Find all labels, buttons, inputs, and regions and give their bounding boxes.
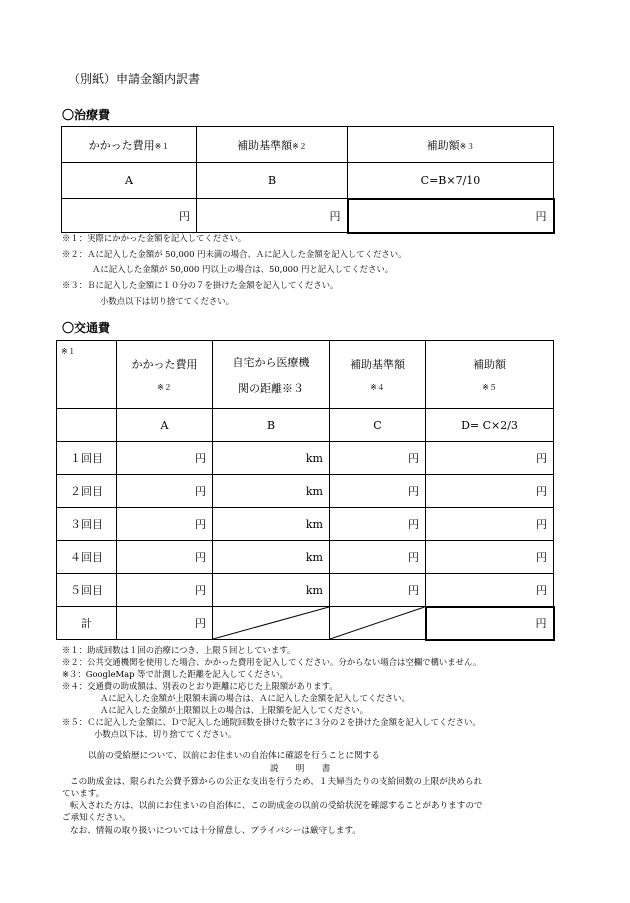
standard-field[interactable]: 円	[330, 442, 426, 475]
treatment-header-cost: かかった費用※１	[62, 127, 197, 163]
explanation-paragraph: なお、情報の取り扱いについては十分留意し、プライバシーは厳守します。	[70, 826, 361, 836]
treatment-code-b: B	[197, 163, 348, 199]
transport-note: Ａに記入した金額が上限額以上の場合は、上限額を記入してください。	[100, 705, 368, 715]
transport-code-blank	[57, 409, 117, 442]
transport-header-standard: 補助基準額 ※４	[330, 341, 426, 409]
transport-header-subsidy: 補助額 ※５	[426, 341, 554, 409]
transport-heading: 〇交通費	[62, 321, 111, 335]
transport-note: Ａに記入した金額が上限額未満の場合は、Ａに記入した金額を記入してください。	[100, 693, 410, 703]
total-cost-field[interactable]: 円	[117, 607, 213, 640]
treatment-subsidy-field[interactable]: 円	[348, 199, 554, 233]
cost-field[interactable]: 円	[117, 508, 213, 541]
transport-code-c: C	[330, 409, 426, 442]
table-row	[57, 541, 554, 574]
treatment-standard-field[interactable]: 円	[197, 199, 348, 233]
row-label: １回目	[57, 442, 117, 475]
cost-field[interactable]: 円	[117, 574, 213, 607]
distance-field[interactable]: km	[213, 508, 330, 541]
treatment-code-a: A	[62, 163, 197, 199]
standard-field[interactable]: 円	[330, 508, 426, 541]
row-label: ２回目	[57, 475, 117, 508]
transport-table	[56, 340, 555, 641]
row-label: ４回目	[57, 541, 117, 574]
table-row	[57, 475, 554, 508]
total-label: 計	[57, 607, 117, 640]
treatment-note: Ａに記入した金額が 50,000 円以上の場合は、50,000 円と記入してください。	[92, 264, 394, 274]
transport-header-cost: かかった費用 ※２	[117, 341, 213, 409]
table-row	[57, 442, 554, 475]
standard-field[interactable]: 円	[330, 541, 426, 574]
total-standard-slash	[330, 607, 426, 640]
treatment-code-c: C=B×7/10	[348, 163, 554, 199]
explanation-paragraph: 転入された方は、以前にお住まいの自治体に、この助成金の以前の受給状況を確認することがありますので	[70, 801, 483, 811]
treatment-cost-field[interactable]: 円	[62, 199, 197, 233]
transport-code-b: B	[213, 409, 330, 442]
table-row	[57, 574, 554, 607]
treatment-note: 小数点以下は切り捨ててください。	[100, 296, 234, 306]
total-distance-slash	[213, 607, 330, 640]
transport-note: ※４：交通費の助成額は、別表のとおり距離に応じた上限額があります。	[62, 681, 338, 691]
treatment-note: ※３：Ｂに記入した金額に１０分の７を掛けた金額を記入してください。	[62, 280, 339, 290]
page-title: （別紙）申請金額内訳書	[68, 72, 201, 86]
transport-note: ※２：公共交通機関を使用した場合、かかった費用を記入してください。分からない場合は空欄で構いません。	[62, 657, 482, 667]
transport-note: ※１：助成回数は１回の治療につき、上限５回としています。	[62, 645, 296, 655]
explanation-paragraph: ご承知ください。	[62, 813, 131, 823]
transport-code-d: D= C×2/3	[426, 409, 554, 442]
subsidy-field[interactable]: 円	[426, 574, 554, 607]
cost-field[interactable]: 円	[117, 442, 213, 475]
treatment-table	[61, 126, 555, 234]
total-subsidy-field[interactable]: 円	[426, 607, 554, 640]
standard-field[interactable]: 円	[330, 574, 426, 607]
subsidy-field[interactable]: 円	[426, 508, 554, 541]
explanation-subheading: 説 明 書	[270, 764, 331, 774]
treatment-note: ※１：実際にかかった金額を記入してください。	[62, 233, 247, 243]
total-row	[57, 607, 554, 640]
transport-note: ※３：GoogleMap 等で計測した距離を記入してください。	[62, 669, 288, 679]
explanation-paragraph: ています。	[62, 789, 105, 799]
subsidy-field[interactable]: 円	[426, 541, 554, 574]
transport-corner-cell: ※１	[57, 341, 117, 409]
distance-field[interactable]: km	[213, 541, 330, 574]
distance-field[interactable]: km	[213, 574, 330, 607]
explanation-paragraph: この助成金は、限られた公費予算からの公正な支出を行うため、１夫婦当たりの支給回数の上限が決められ	[70, 777, 483, 787]
table-row	[57, 508, 554, 541]
transport-note: 小数点以下は、切り捨ててください。	[94, 729, 237, 739]
row-label: ５回目	[57, 574, 117, 607]
treatment-header-subsidy: 補助額※３	[348, 127, 554, 163]
row-label: ３回目	[57, 508, 117, 541]
subsidy-field[interactable]: 円	[426, 442, 554, 475]
transport-code-a: A	[117, 409, 213, 442]
subsidy-field[interactable]: 円	[426, 475, 554, 508]
cost-field[interactable]: 円	[117, 541, 213, 574]
transport-note: ※５：Ｃに記入した金額に、Ｄで記入した通院回数を掛けた数字に３分の２を掛けた金額を記入してください。	[62, 717, 481, 727]
treatment-note: ※２：Ａに記入した金額が 50,000 円未満の場合、Ａに記入した金額を記入してください。	[62, 249, 407, 259]
distance-field[interactable]: km	[213, 442, 330, 475]
standard-field[interactable]: 円	[330, 475, 426, 508]
explanation-heading: 以前の受給歴について、以前にお住まいの自治体に確認を行うことに関する	[88, 751, 380, 761]
distance-field[interactable]: km	[213, 475, 330, 508]
transport-header-distance: 自宅から医療機 関の距離※３	[213, 341, 330, 409]
treatment-heading: 〇治療費	[62, 108, 111, 122]
cost-field[interactable]: 円	[117, 475, 213, 508]
treatment-header-standard: 補助基準額※２	[197, 127, 348, 163]
